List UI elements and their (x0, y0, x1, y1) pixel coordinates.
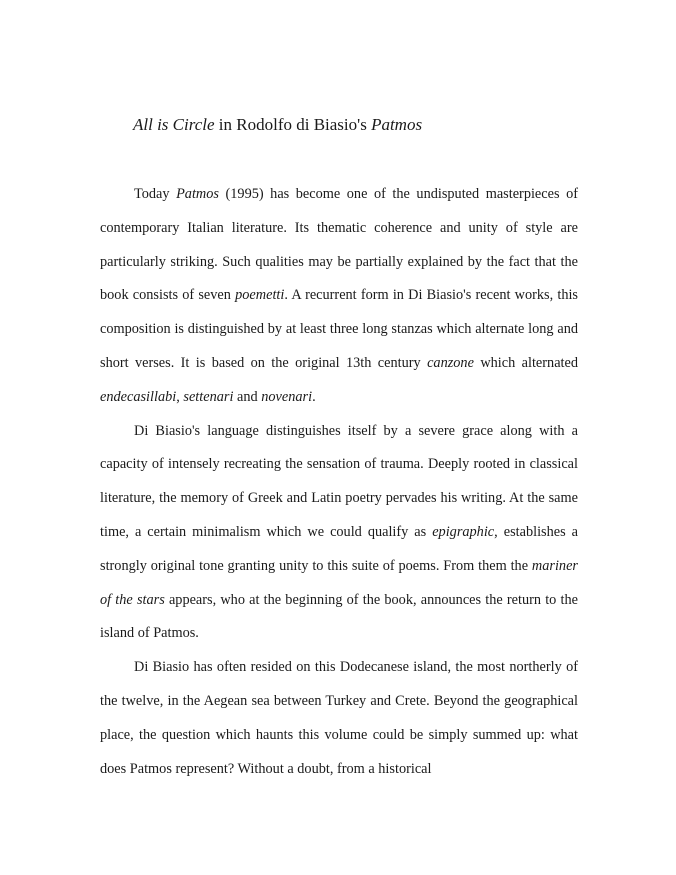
paragraph-1 (100, 178, 578, 415)
text-run: Today (134, 186, 177, 202)
text-run: . A recurrent form in Di Biasio's recent works, this composition is distinguished by at least three long stanzas which alternate long and short verses. It is based on the original 13th century (100, 287, 579, 371)
essay-title (133, 112, 422, 138)
text-run: which alternated (473, 354, 578, 371)
text-run: , establishes a strongly original tone granting unity to this suite of poems. From them the (100, 523, 578, 574)
italic-run: poemetti (235, 287, 285, 304)
title-text: in Rodolfo di Biasio's (214, 115, 372, 134)
paragraph-3 (100, 651, 578, 786)
italic-run: novenari (261, 388, 313, 405)
italic-run: epigraphic (432, 523, 495, 540)
text-run: Di Biasio's language distinguishes itself by a severe grace along with a capacity of intensely recreating the sensation of trauma. Deeply rooted in classical literature, the memory of Greek and Latin poetry pervades his writing. At the same time, a certain minimalism which we could qualify as (100, 422, 578, 540)
paragraph-2 (100, 415, 578, 652)
text-run: , (176, 388, 184, 405)
text-run: . (312, 388, 316, 405)
italic-run: mariner of the stars (100, 557, 578, 608)
title-italic-phrase: All is Circle (133, 115, 215, 134)
text-run: appears, who at the beginning of the book, announces the return to the island of Patmos. (100, 591, 578, 642)
essay-body (100, 178, 578, 786)
title-book-name: Patmos (371, 115, 423, 134)
text-run: and (233, 388, 262, 405)
italic-run: Patmos (176, 186, 219, 202)
italic-run: canzone (427, 354, 474, 371)
text-run: (1995) has become one of the undisputed masterpieces of contemporary Italian literature. Its thematic coherence and unity of style are particularly striking. Such qualities may be partially explained by the fact that the book consists of seven (100, 186, 578, 304)
text-run: Di Biasio has often resided on this Dodecanese island, the most northerly of the twelve, in the Aegean sea between Turkey and Crete. Beyond the geographical place, the question which haunts this volume could be simply summed up: what does Patmos represent? Without a doubt, from a historical (100, 659, 578, 777)
italic-run: endecasillabi (100, 388, 177, 405)
italic-run: settenari (183, 388, 234, 405)
